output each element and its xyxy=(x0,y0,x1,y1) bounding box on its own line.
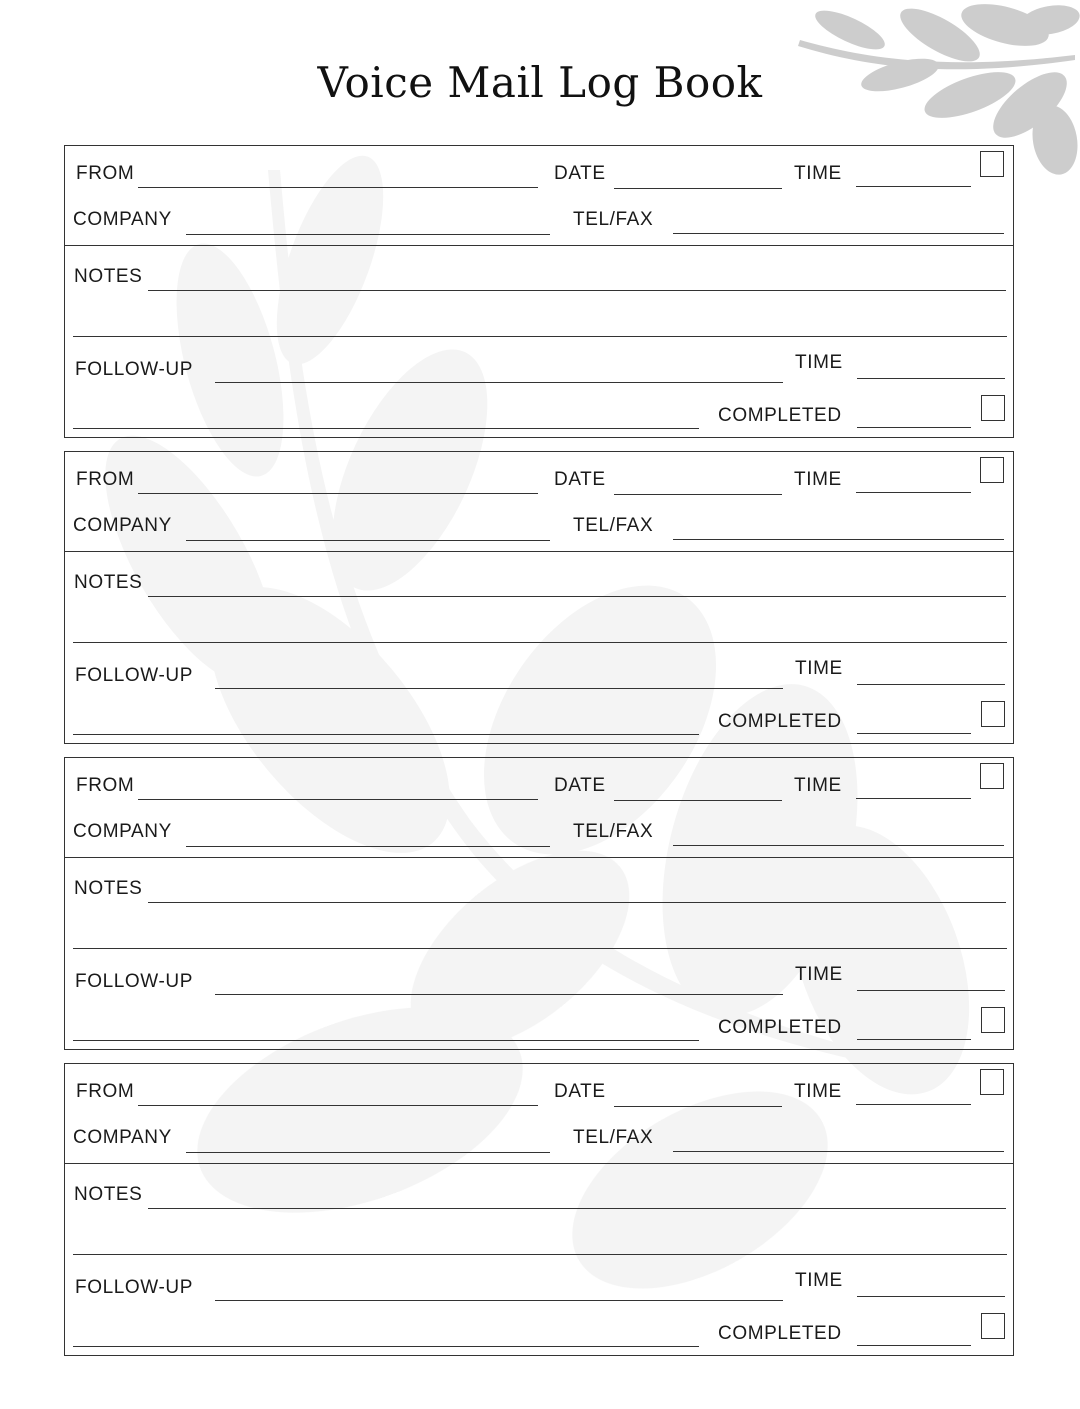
company-field[interactable] xyxy=(186,846,550,847)
tel-fax-label: TEL/FAX xyxy=(573,821,654,842)
completed-label: COMPLETED xyxy=(718,405,842,426)
from-label: FROM xyxy=(76,469,135,490)
checkbox-icon[interactable] xyxy=(980,457,1004,483)
notes-line[interactable] xyxy=(148,1208,1006,1209)
date-label: DATE xyxy=(554,775,606,796)
date-label: DATE xyxy=(554,469,606,490)
from-label: FROM xyxy=(76,775,135,796)
notes-line[interactable] xyxy=(73,642,1007,643)
notes-line[interactable] xyxy=(73,948,1007,949)
completed-field[interactable] xyxy=(857,1039,971,1040)
company-field[interactable] xyxy=(186,540,550,541)
date-label: DATE xyxy=(554,163,606,184)
tel-fax-label: TEL/FAX xyxy=(573,209,654,230)
completed-field[interactable] xyxy=(857,733,971,734)
time-label: TIME xyxy=(794,469,842,490)
time-label: TIME xyxy=(794,163,842,184)
company-label: COMPANY xyxy=(73,821,172,842)
voicemail-entry xyxy=(64,1063,1014,1356)
completed-label: COMPLETED xyxy=(718,1323,842,1344)
time-field[interactable] xyxy=(856,1104,971,1105)
date-field[interactable] xyxy=(614,494,782,495)
follow-up-line[interactable] xyxy=(73,428,699,429)
notes-line[interactable] xyxy=(148,596,1006,597)
time-field[interactable] xyxy=(856,492,971,493)
voicemail-entry xyxy=(64,145,1014,438)
follow-up-field[interactable] xyxy=(215,1300,783,1301)
completed-checkbox-icon[interactable] xyxy=(981,1007,1005,1033)
follow-up-label: FOLLOW-UP xyxy=(75,359,194,380)
date-label: DATE xyxy=(554,1081,606,1102)
completed-checkbox-icon[interactable] xyxy=(981,395,1005,421)
completed-field[interactable] xyxy=(857,1345,971,1346)
time-label: TIME xyxy=(794,1081,842,1102)
divider xyxy=(65,551,1013,552)
followup-time-label: TIME xyxy=(795,1270,843,1291)
follow-up-line[interactable] xyxy=(73,1346,699,1347)
time-label: TIME xyxy=(794,775,842,796)
followup-time-label: TIME xyxy=(795,352,843,373)
tel-fax-field[interactable] xyxy=(673,539,1004,540)
follow-up-label: FOLLOW-UP xyxy=(75,1277,194,1298)
company-label: COMPANY xyxy=(73,1127,172,1148)
follow-up-field[interactable] xyxy=(215,688,783,689)
company-field[interactable] xyxy=(186,1152,550,1153)
divider xyxy=(65,857,1013,858)
checkbox-icon[interactable] xyxy=(980,1069,1004,1095)
notes-line[interactable] xyxy=(73,336,1007,337)
completed-label: COMPLETED xyxy=(718,1017,842,1038)
tel-fax-field[interactable] xyxy=(673,845,1004,846)
from-field[interactable] xyxy=(138,1105,538,1106)
checkbox-icon[interactable] xyxy=(980,763,1004,789)
notes-label: NOTES xyxy=(74,572,143,593)
time-field[interactable] xyxy=(856,186,971,187)
notes-label: NOTES xyxy=(74,266,143,287)
from-label: FROM xyxy=(76,163,135,184)
completed-field[interactable] xyxy=(857,427,971,428)
followup-time-field[interactable] xyxy=(857,684,1005,685)
from-field[interactable] xyxy=(138,799,538,800)
company-label: COMPANY xyxy=(73,515,172,536)
followup-time-label: TIME xyxy=(795,658,843,679)
follow-up-label: FOLLOW-UP xyxy=(75,971,194,992)
voicemail-entry xyxy=(64,451,1014,744)
date-field[interactable] xyxy=(614,1106,782,1107)
tel-fax-field[interactable] xyxy=(673,1151,1004,1152)
date-field[interactable] xyxy=(614,188,782,189)
follow-up-line[interactable] xyxy=(73,734,699,735)
notes-line[interactable] xyxy=(73,1254,1007,1255)
company-label: COMPANY xyxy=(73,209,172,230)
completed-checkbox-icon[interactable] xyxy=(981,1313,1005,1339)
follow-up-field[interactable] xyxy=(215,382,783,383)
followup-time-label: TIME xyxy=(795,964,843,985)
from-field[interactable] xyxy=(138,493,538,494)
divider xyxy=(65,245,1013,246)
from-label: FROM xyxy=(76,1081,135,1102)
notes-line[interactable] xyxy=(148,290,1006,291)
time-field[interactable] xyxy=(856,798,971,799)
notes-label: NOTES xyxy=(74,878,143,899)
tel-fax-label: TEL/FAX xyxy=(573,1127,654,1148)
divider xyxy=(65,1163,1013,1164)
voicemail-entry xyxy=(64,757,1014,1050)
follow-up-label: FOLLOW-UP xyxy=(75,665,194,686)
completed-checkbox-icon[interactable] xyxy=(981,701,1005,727)
tel-fax-label: TEL/FAX xyxy=(573,515,654,536)
from-field[interactable] xyxy=(138,187,538,188)
tel-fax-field[interactable] xyxy=(673,233,1004,234)
follow-up-field[interactable] xyxy=(215,994,783,995)
followup-time-field[interactable] xyxy=(857,378,1005,379)
notes-line[interactable] xyxy=(148,902,1006,903)
followup-time-field[interactable] xyxy=(857,1296,1005,1297)
company-field[interactable] xyxy=(186,234,550,235)
page-title: Voice Mail Log Book xyxy=(317,58,763,107)
followup-time-field[interactable] xyxy=(857,990,1005,991)
completed-label: COMPLETED xyxy=(718,711,842,732)
date-field[interactable] xyxy=(614,800,782,801)
follow-up-line[interactable] xyxy=(73,1040,699,1041)
notes-label: NOTES xyxy=(74,1184,143,1205)
checkbox-icon[interactable] xyxy=(980,151,1004,177)
